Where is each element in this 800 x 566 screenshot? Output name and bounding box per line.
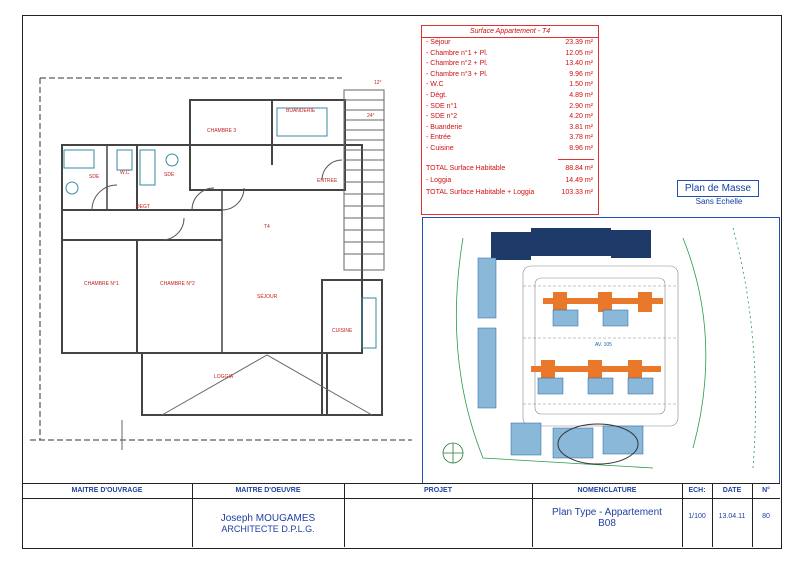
- label-cuisine: CUISINE: [332, 328, 353, 334]
- surface-row-label: - Cuisine: [426, 144, 454, 152]
- total-loggia-label: TOTAL Surface Habitable + Loggia: [426, 188, 535, 196]
- maitre-ouvrage-header: MAITRE D'OUVRAGE: [22, 484, 192, 499]
- total-loggia-row: [422, 187, 598, 199]
- nomenclature-line2: B08: [598, 518, 616, 529]
- surface-row-label: - Entrée: [426, 134, 451, 142]
- surface-row-value: 1.50 m²: [569, 81, 593, 89]
- surface-row: [422, 80, 598, 91]
- surface-row-value: 23.39 m²: [565, 39, 593, 46]
- loggia-row: [422, 175, 598, 187]
- label-chambre2: CHAMBRE N°2: [160, 281, 195, 287]
- surface-row: [422, 91, 598, 102]
- date-header: DATE: [712, 484, 752, 499]
- nomenclature-header: NOMENCLATURE: [532, 484, 682, 499]
- surface-title: Surface Appartement - T4: [422, 26, 598, 38]
- surface-row-label: - Chambre n°3 + Pl.: [426, 70, 488, 78]
- surface-row-value: 8.96 m²: [569, 144, 593, 152]
- col-nomenclature: [532, 484, 683, 547]
- surface-row: [422, 59, 598, 70]
- total-habitable-label: TOTAL Surface Habitable: [426, 164, 506, 172]
- surface-row-label: - Buanderie: [426, 123, 463, 131]
- surface-row-label: - SDE n°2: [426, 113, 458, 121]
- label-24deg: 24°: [367, 113, 375, 119]
- col-projet: [344, 484, 533, 547]
- surface-row-value: 12.05 m²: [565, 49, 593, 57]
- surface-separator: [558, 159, 594, 160]
- surface-table: [421, 25, 599, 215]
- surface-row-label: - W.C: [426, 81, 444, 89]
- surface-row: [422, 70, 598, 81]
- surface-row: [422, 49, 598, 60]
- masse-title: Plan de Masse: [677, 180, 759, 197]
- col-maitre-ouvrage: [22, 484, 193, 547]
- label-loggia: LOGGIA: [214, 374, 234, 380]
- surface-row: [422, 133, 598, 144]
- label-chambre1: CHAMBRE N°1: [84, 281, 119, 287]
- projet-header: PROJET: [344, 484, 532, 499]
- surface-row-label: - Chambre n°1 + Pl.: [426, 49, 488, 57]
- ech-header: ECH:: [682, 484, 712, 499]
- surface-row-label: - Dégt.: [426, 91, 448, 99]
- label-t4: T4: [264, 224, 270, 230]
- date-value: 13.04.11: [718, 513, 746, 520]
- architect-name: Joseph MOUGAMES: [220, 513, 316, 524]
- surface-row-value: 9.96 m²: [569, 70, 593, 78]
- surface-row-label: - SDE n°1: [426, 102, 458, 110]
- title-block: [22, 483, 780, 547]
- col-date: [712, 484, 753, 547]
- col-maitre-oeuvre: [192, 484, 345, 547]
- label-sde1: SDE: [89, 174, 100, 180]
- surface-row-value: 3.78 m²: [569, 134, 593, 142]
- masse-subtitle: Sans Echelle: [695, 197, 743, 206]
- ech-value: 1/100: [688, 513, 706, 520]
- label-entree: ENTREE: [317, 178, 338, 184]
- total-loggia-value: 103.33 m²: [561, 188, 593, 196]
- loggia-value: 14.49 m²: [565, 176, 593, 184]
- surface-row-value: 13.40 m²: [565, 60, 593, 68]
- total-habitable-value: 88.84 m²: [565, 164, 593, 172]
- label-12deg: 12°: [374, 80, 382, 86]
- surface-row: [422, 112, 598, 123]
- floor-plan: [22, 70, 422, 480]
- surface-row: [422, 144, 598, 155]
- col-ech: [682, 484, 713, 547]
- label-sde2: SDE: [164, 172, 175, 178]
- label-wc: W.C: [120, 170, 130, 176]
- surface-row-value: 4.89 m²: [569, 91, 593, 99]
- surface-row: [422, 102, 598, 113]
- av-label: AV. 105: [595, 342, 612, 348]
- label-degt: DEGT: [136, 204, 150, 210]
- maitre-oeuvre-header: MAITRE D'OEUVRE: [192, 484, 344, 499]
- surface-row: [422, 123, 598, 134]
- loggia-label: - Loggia: [426, 176, 452, 184]
- surface-row-value: 4.20 m²: [569, 113, 593, 121]
- surface-row: [422, 38, 598, 49]
- nomenclature-line1: Plan Type - Appartement: [552, 507, 662, 518]
- architect-title: ARCHITECTE D.P.L.G.: [221, 524, 315, 534]
- col-num: [752, 484, 780, 547]
- label-buanderie: BUANDERIE: [286, 108, 316, 114]
- surface-total-row: [422, 163, 598, 175]
- surface-row-value: 2.90 m²: [569, 102, 593, 110]
- site-plan: [422, 217, 780, 484]
- num-value: 80: [762, 513, 770, 520]
- label-chambre3: CHAMBRE 3: [207, 128, 237, 134]
- surface-row-label: - Séjour: [426, 39, 451, 46]
- surface-row-label: - Chambre n°2 + Pl.: [426, 60, 488, 68]
- surface-rows: [422, 38, 598, 155]
- num-header: N°: [752, 484, 780, 499]
- surface-row-value: 3.81 m²: [569, 123, 593, 131]
- label-sejour: SÉJOUR: [257, 294, 278, 300]
